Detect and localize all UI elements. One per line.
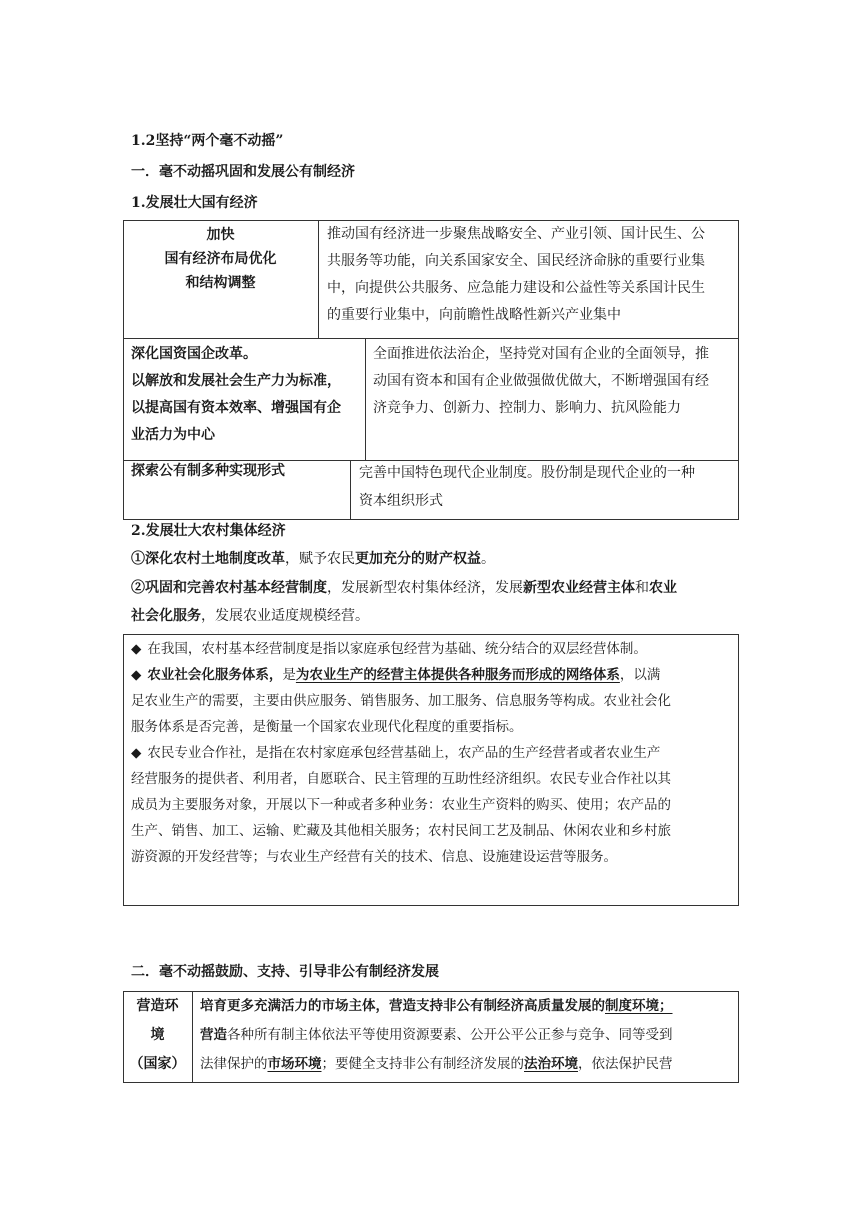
table1-row2-head: 深化国资国企改革。 以解放和发展社会生产力为标准， 以提高国有资本效率、增强国有企 业活力为中心 xyxy=(131,346,341,443)
table1-row2-body: 全面推进依法治企，坚持党对国有企业的全面领导，推 动国有资本和国有企业做强做优做大，不断增强国有经 济竞争力、创新力、控制力、影响力、抗风险能力 xyxy=(373,346,709,416)
subsection-2-title: 2.发展壮大农村集体经济 xyxy=(131,523,286,539)
section-1-title: 一．毫不动摇巩固和发展公有制经济 xyxy=(131,164,355,180)
notes-content: ◆ 在我国，农村基本经营制度是指以家庭承包经营为基础、统分结合的双层经营体制。 ◆ 农业社会化服务体系，是为农业生产的经营主体提供各种服务而形成的网络体系，以满 足农业生产的需要，主要由供应服务、销售服务、加工服务、信息服务等构成。农业社会化 服务体系是否完善，是衡量一个国家农业现代化程度的重要指标。 ◆ 农民专业合作社，是指在农村家庭承包经营基础上，农产品的生产经营者或者农业生产 经营服务的提供者、利用者，自愿联合、民主管理的互助性经济组织。农民专业合作社以其 成员为主要服务对象，开展以下一种或者多种业务：农业生产资料的购买、使用；农产品的 生产、销售、加工、运输、贮藏及其他相关服务；农村民间工艺及制品、休闲农业和乡村旅 游资源的开发经营等；与农业生产经营有关的技术、信息、设施建设运营等服务。 xyxy=(131,636,733,870)
note-2: ◆ 农业社会化服务体系，是为农业生产的经营主体提供各种服务而形成的网络体系，以满 xyxy=(131,667,661,683)
paragraph-2-line-2: 社会化服务，发展农业适度规模经营。 xyxy=(131,608,369,624)
note-3: ◆ 农民专业合作社，是指在农村家庭承包经营基础上，农产品的生产经营者或者农业生产 xyxy=(131,745,661,761)
table1-row2-divider xyxy=(365,338,366,461)
table1-row1-head: 加快 国有经济布局优化 和结构调整 xyxy=(164,227,277,291)
table2-head: 营造环 境 （国家） xyxy=(129,998,186,1072)
paragraph-1: ①深化农村土地制度改革，赋予农民更加充分的财产权益。 xyxy=(131,551,495,567)
subsection-1-title: 1.发展壮大国有经济 xyxy=(131,195,258,211)
table1-row1-divider xyxy=(318,220,319,339)
heading-1-2: 1.2坚持“两个毫不动摇” xyxy=(131,133,284,149)
table2-body: 培育更多充满活力的市场主体，营造支持非公有制经济高质量发展的制度环境； 营造各种所有制主体依法平等使用资源要素、公开公平公正参与竞争、同等受到 法律保护的市场环境；要健全支持非公有制经济发展的法治环境，依法保护民营 xyxy=(200,998,673,1072)
table1-row3-head: 探索公有制多种实现形式 xyxy=(131,463,285,479)
paragraph-2-line-1: ②巩固和完善农村基本经营制度，发展新型农村集体经济，发展新型农业经营主体和农业 xyxy=(131,580,677,596)
table1-row3-divider xyxy=(350,460,351,520)
table2-divider xyxy=(192,991,193,1083)
table1-row1-body: 推动国有经济进一步聚焦战略安全、产业引领、国计民生、公 共服务等功能，向关系国家安全、国民经济命脉的重要行业集 中，向提供公共服务、应急能力建设和公益性等关系国计民生 的重要行业集中，向前瞻性战略性新兴产业集中 xyxy=(327,226,705,323)
note-1: ◆ 在我国，农村基本经营制度是指以家庭承包经营为基础、统分结合的双层经营体制。 xyxy=(131,641,647,657)
table1-row3-body: 完善中国特色现代企业制度。股份制是现代企业的一种 资本组织形式 xyxy=(359,465,695,509)
section-2-title: 二．毫不动摇鼓励、支持、引导非公有制经济发展 xyxy=(131,964,439,980)
